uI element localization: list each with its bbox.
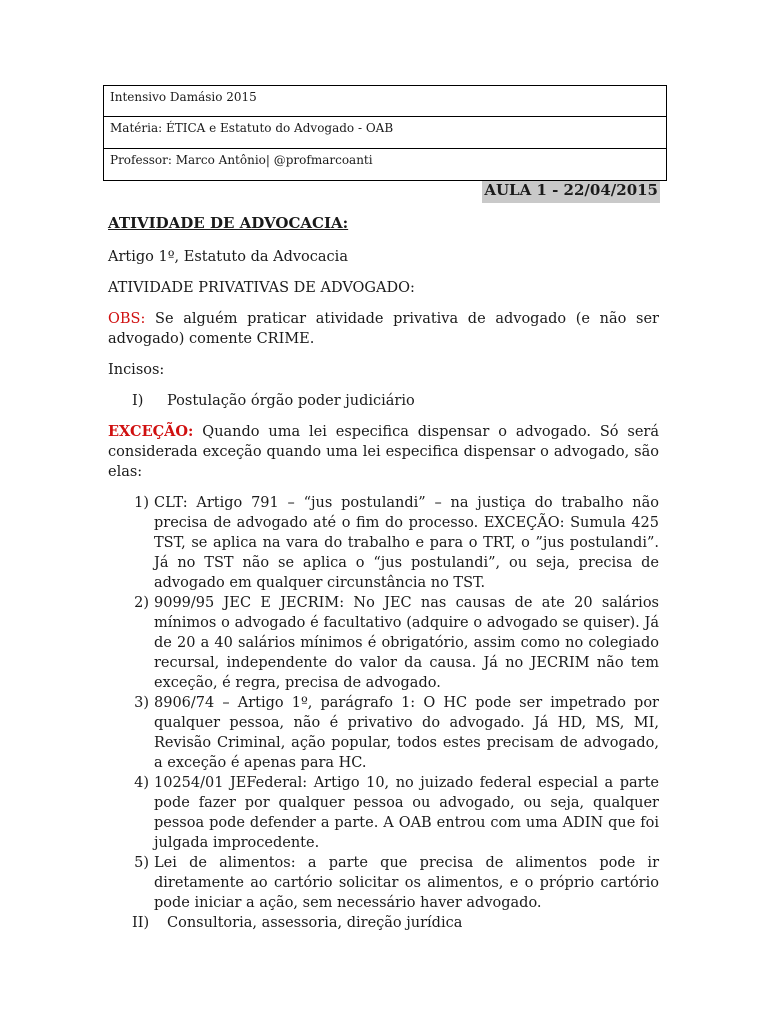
obs-paragraph: [108, 309, 659, 349]
list-item-number: 1): [134, 495, 149, 511]
list-item-number: 5): [134, 855, 149, 871]
list-item-text: CLT: Artigo 791 – “jus postulandi” – na justiça do trabalho não precisa de advogado até o fim do processo. EXCEÇÃO: Sumula 425 TST, se aplica na vara do trabalho e para o TRT, o ”jus postulandi”. Já no TST não se aplica o “jus postulandi”, ou seja, precisa de advogado em qualquer circunstância no TST.: [154, 495, 659, 591]
list-item: [108, 593, 659, 693]
obs-label: OBS:: [108, 311, 146, 327]
list-item-text: 8906/74 – Artigo 1º, parágrafo 1: O HC pode ser impetrado por qualquer pessoa, não é privativo do advogado. Já HD, MS, MI, Revisão Criminal, ação popular, todos estes precisam de advogado, a exceção é apenas para HC.: [154, 695, 659, 771]
document-body: [108, 213, 659, 933]
page-title: ATIVIDADE DE ADVOCACIA:: [108, 214, 349, 232]
inciso-1: [108, 391, 659, 411]
list-item: [108, 853, 659, 913]
exceptions-list: [108, 493, 659, 913]
inciso-2-text: Consultoria, assessoria, direção jurídica: [167, 915, 463, 931]
header-course: Intensivo Damásio 2015: [104, 86, 666, 117]
list-item: [108, 493, 659, 593]
list-item-text: 9099/95 JEC E JECRIM: No JEC nas causas de ate 20 salários mínimos o advogado é facultativo (adquire o advogado se quiser). Já de 20 a 40 salários mínimos é obrigatório, assim como no colegiado recursal, independente do valor da causa. Já no JECRIM não tem exceção, é regra, precisa de advogado.: [154, 595, 659, 691]
section-heading: ATIVIDADE PRIVATIVAS DE ADVOGADO:: [108, 280, 415, 296]
list-item-number: 2): [134, 595, 149, 611]
excecao-paragraph: [108, 422, 659, 482]
inciso-1-text: Postulação órgão poder judiciário: [167, 393, 415, 409]
list-item-text: Lei de alimentos: a parte que precisa de alimentos pode ir diretamente ao cartório solicitar os alimentos, e o próprio cartório pode iniciar a ação, sem necessário haver advogado.: [154, 855, 659, 911]
list-item: [108, 773, 659, 853]
article-reference: Artigo 1º, Estatuto da Advocacia: [108, 249, 348, 265]
inciso-2: [108, 913, 659, 933]
header-table: [103, 85, 667, 181]
inciso-1-number: I): [132, 393, 144, 409]
list-item-number: 4): [134, 775, 149, 791]
header-professor: Professor: Marco Antônio| @profmarcoanti: [104, 149, 666, 181]
list-item-text: 10254/01 JEFederal: Artigo 10, no juizado federal especial a parte pode fazer por qualquer pessoa ou advogado, ou seja, qualquer pessoa pode defender a parte. A OAB entrou com uma ADIN que foi julgada improcedente.: [154, 775, 659, 851]
header-subject: Matéria: ÉTICA e Estatuto do Advogado - OAB: [104, 117, 666, 149]
list-item: [108, 693, 659, 773]
incisos-label: Incisos:: [108, 362, 165, 378]
lesson-label: AULA 1 - 22/04/2015: [482, 181, 660, 203]
inciso-2-number: II): [132, 915, 150, 931]
excecao-text: Quando uma lei especifica dispensar o advogado. Só será considerada exceção quando uma lei especifica dispensar o advogado, são elas:: [108, 424, 659, 480]
list-item-number: 3): [134, 695, 149, 711]
obs-text: Se alguém praticar atividade privativa de advogado (e não ser advogado) comente CRIME.: [108, 311, 659, 347]
excecao-label: EXCEÇÃO:: [108, 423, 194, 440]
